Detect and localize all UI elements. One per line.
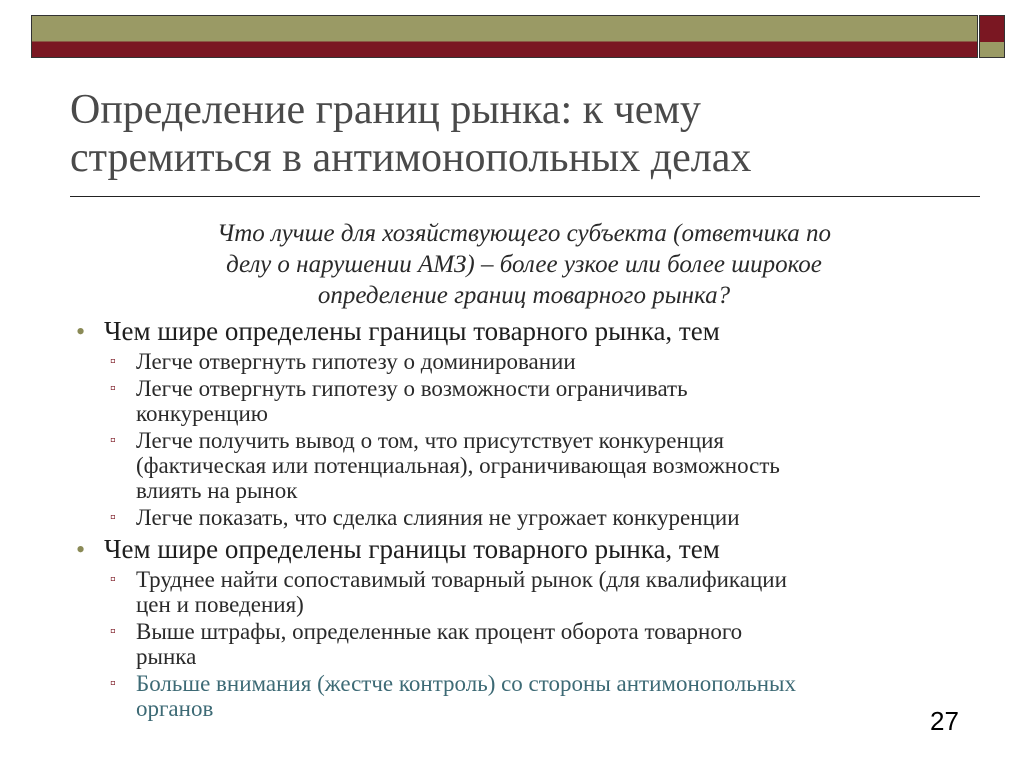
bullet-dot-icon: • bbox=[76, 535, 86, 564]
square-bullet-icon: ▫ bbox=[110, 675, 116, 692]
sub-bullet-text: Выше штрафы, определенные как процент оборота товарного bbox=[136, 619, 743, 644]
corner-decoration bbox=[979, 15, 1005, 58]
bullet-dot-icon: • bbox=[76, 317, 86, 346]
sub-bullet-text: конкуренцию bbox=[136, 401, 268, 426]
sub-bullet-text: органов bbox=[136, 696, 214, 721]
square-bullet-icon: ▫ bbox=[110, 623, 116, 640]
square-bullet-icon: ▫ bbox=[110, 509, 116, 526]
sub-bullet-text: Легче показать, что сделка слияния не угрожает конкуренции bbox=[136, 505, 740, 530]
square-bullet-icon: ▫ bbox=[110, 571, 116, 588]
square-bullet-icon: ▫ bbox=[110, 353, 116, 370]
corner-olive-block bbox=[980, 42, 1004, 57]
title-line-2: стремиться в антимонопольных делах bbox=[70, 135, 752, 181]
intro-line-3: определение границ товарного рынка? bbox=[317, 282, 731, 309]
sub-bullet-text: Легче отвергнуть гипотезу о доминировании bbox=[136, 349, 576, 374]
bullet-list bbox=[76, 312, 966, 721]
sub-bullet-text: цен и поведения) bbox=[136, 592, 304, 617]
sub-bullet bbox=[76, 567, 966, 617]
bullet-heading bbox=[76, 534, 966, 565]
sub-bullet-text: рынка bbox=[136, 644, 197, 669]
sub-bullet-text: Труднее найти сопоставимый товарный рынок (для квалификации bbox=[136, 567, 787, 592]
sub-bullet bbox=[76, 671, 966, 721]
intro-line-1: Что лучше для хозяйствующего субъекта (ответчика по bbox=[217, 220, 831, 247]
square-bullet-icon: ▫ bbox=[110, 432, 116, 449]
sub-bullet-text: (фактическая или потенциальная), ограничивающая возможность bbox=[136, 453, 780, 478]
intro-question bbox=[84, 218, 964, 311]
sub-bullet bbox=[76, 505, 966, 530]
bullet-heading-text: Чем шире определены границы товарного рынка, тем bbox=[104, 316, 720, 346]
sub-bullet bbox=[76, 376, 966, 426]
bullet-heading-text: Чем шире определены границы товарного рынка, тем bbox=[104, 534, 720, 564]
title-divider bbox=[70, 196, 980, 197]
sub-bullet bbox=[76, 428, 966, 503]
sub-bullet-text: влиять на рынок bbox=[136, 478, 298, 503]
sub-bullet-text: Больше внимания (жестче контроль) со стороны антимонопольных bbox=[136, 671, 797, 696]
sub-bullet bbox=[76, 619, 966, 669]
intro-line-2: делу о нарушении АМЗ) – более узкое или более широкое bbox=[226, 251, 822, 278]
header-band bbox=[31, 15, 978, 58]
slide-title bbox=[70, 86, 950, 182]
bullet-heading bbox=[76, 316, 966, 347]
corner-maroon-block bbox=[980, 16, 1004, 42]
sub-bullet-text: Легче отвергнуть гипотезу о возможности ограничивать bbox=[136, 376, 688, 401]
sub-bullet bbox=[76, 349, 966, 374]
page-number: 27 bbox=[930, 706, 959, 736]
sub-bullet-text: Легче получить вывод о том, что присутствует конкуренция bbox=[136, 428, 725, 453]
title-line-1: Определение границ рынка: к чему bbox=[70, 87, 701, 133]
square-bullet-icon: ▫ bbox=[110, 380, 116, 397]
